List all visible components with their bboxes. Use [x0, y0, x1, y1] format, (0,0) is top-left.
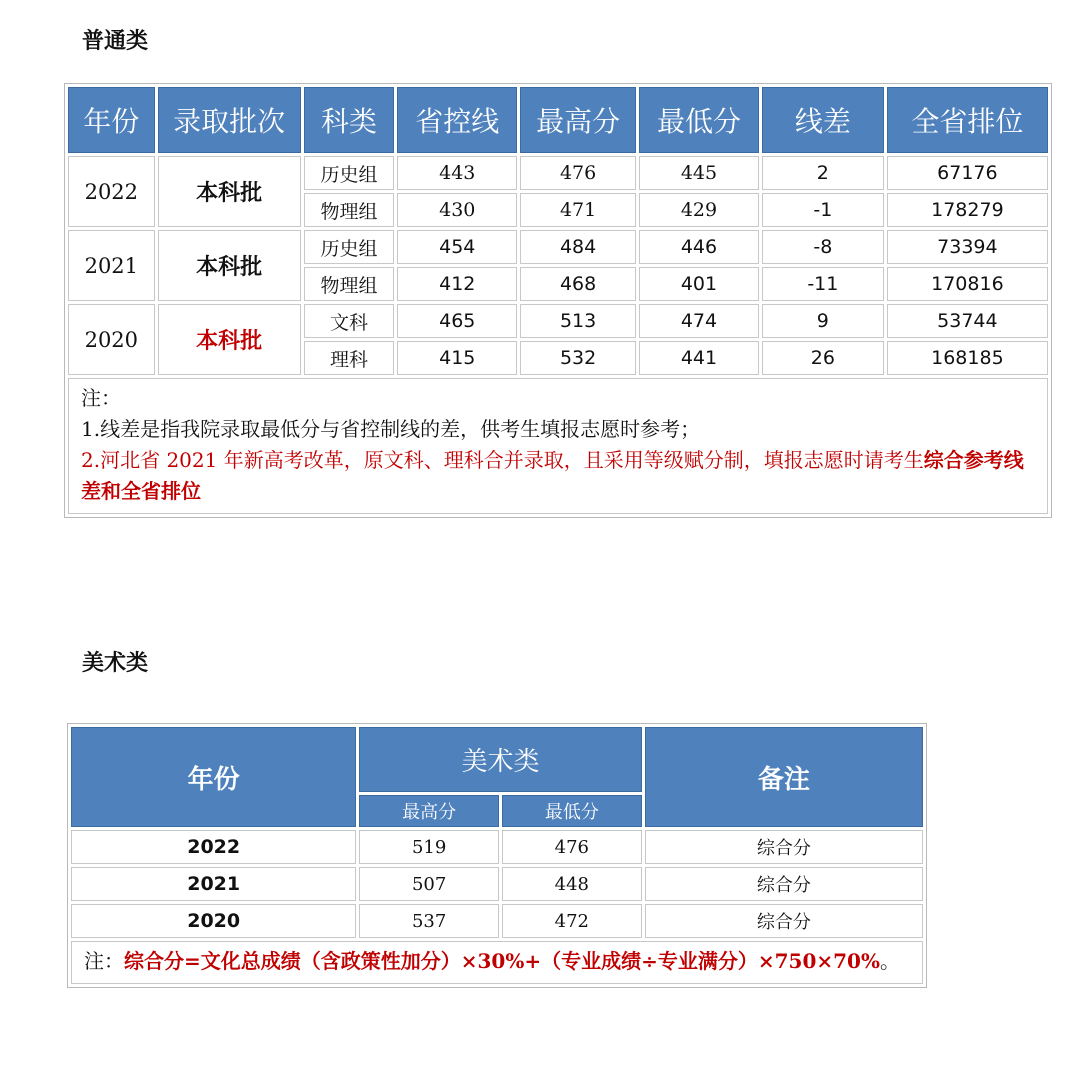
line-diff-cell: 26 [762, 341, 884, 375]
rank-cell: 67176 [887, 156, 1048, 190]
min-score-cell: 476 [502, 830, 642, 864]
header-line-diff: 线差 [762, 87, 884, 153]
year-cell: 2020 [68, 304, 155, 375]
note-line-2 [81, 445, 1037, 507]
batch-cell: 本科批 [158, 230, 301, 301]
general-admission-table [64, 83, 1052, 518]
note-line-1: 1.线差是指我院录取最低分与省控制线的差，供考生填报志愿时参考； [81, 417, 701, 441]
remark-cell: 综合分 [645, 830, 923, 864]
control-line-cell: 454 [397, 230, 517, 264]
max-score-cell: 476 [520, 156, 636, 190]
batch-cell: 本科批 [158, 304, 301, 375]
control-line-cell: 443 [397, 156, 517, 190]
table-row [68, 304, 1048, 338]
subject-type-cell: 物理组 [304, 267, 395, 301]
header-control-line: 省控线 [397, 87, 517, 153]
note-row [68, 378, 1048, 514]
section-title-art: 美术类 [82, 650, 149, 676]
header-year: 年份 [71, 727, 356, 827]
header-year: 年份 [68, 87, 155, 153]
subject-type-cell: 文科 [304, 304, 395, 338]
max-score-cell: 484 [520, 230, 636, 264]
control-line-cell: 465 [397, 304, 517, 338]
note-cell [71, 941, 923, 984]
batch-cell: 本科批 [158, 156, 301, 227]
min-score-cell: 401 [639, 267, 759, 301]
line-diff-cell: -1 [762, 193, 884, 227]
section-title-general: 普通类 [82, 28, 149, 54]
rank-cell: 170816 [887, 267, 1048, 301]
min-score-cell: 472 [502, 904, 642, 938]
max-score-cell: 537 [359, 904, 499, 938]
header-max-score: 最高分 [520, 87, 636, 153]
note-label: 注： [81, 386, 121, 410]
note-formula: 综合分=文化总成绩（含政策性加分）×30%+（专业成绩÷专业满分）×750×70% [124, 949, 880, 973]
line-diff-cell: -11 [762, 267, 884, 301]
header-province-rank: 全省排位 [887, 87, 1048, 153]
note-line-2-text: 2.河北省 2021 年新高考改革，原文科、理科合并录取，且采用等级赋分制，填报志愿时请考生 [81, 448, 924, 472]
min-score-cell: 474 [639, 304, 759, 338]
year-cell: 2020 [71, 904, 356, 938]
min-score-cell: 441 [639, 341, 759, 375]
rank-cell: 73394 [887, 230, 1048, 264]
header-art-group: 美术类 [359, 727, 641, 792]
subject-type-cell: 物理组 [304, 193, 395, 227]
table-row [71, 867, 923, 901]
header-subject-type: 科类 [304, 87, 395, 153]
header-min-score: 最低分 [639, 87, 759, 153]
note-suffix: 。 [879, 949, 900, 973]
art-admission-table [67, 723, 927, 988]
year-cell: 2022 [68, 156, 155, 227]
max-score-cell: 519 [359, 830, 499, 864]
table-row [71, 830, 923, 864]
note-cell [68, 378, 1048, 514]
min-score-cell: 448 [502, 867, 642, 901]
year-cell: 2021 [71, 867, 356, 901]
line-diff-cell: 2 [762, 156, 884, 190]
table-row [71, 904, 923, 938]
control-line-cell: 430 [397, 193, 517, 227]
min-score-cell: 445 [639, 156, 759, 190]
note-row [71, 941, 923, 984]
header-min-score: 最低分 [502, 795, 642, 827]
table-row [68, 230, 1048, 264]
year-cell: 2022 [71, 830, 356, 864]
max-score-cell: 471 [520, 193, 636, 227]
header-remark: 备注 [645, 727, 923, 827]
max-score-cell: 532 [520, 341, 636, 375]
table-row [68, 156, 1048, 190]
min-score-cell: 429 [639, 193, 759, 227]
note-line-2-emphasis: 综合参考线差和全省排位 [81, 448, 1024, 503]
table-header-row [68, 87, 1048, 153]
control-line-cell: 415 [397, 341, 517, 375]
table-header-row [71, 727, 923, 792]
rank-cell: 178279 [887, 193, 1048, 227]
subject-type-cell: 理科 [304, 341, 395, 375]
line-diff-cell: -8 [762, 230, 884, 264]
header-max-score: 最高分 [359, 795, 499, 827]
max-score-cell: 513 [520, 304, 636, 338]
max-score-cell: 468 [520, 267, 636, 301]
control-line-cell: 412 [397, 267, 517, 301]
min-score-cell: 446 [639, 230, 759, 264]
rank-cell: 53744 [887, 304, 1048, 338]
remark-cell: 综合分 [645, 867, 923, 901]
subject-type-cell: 历史组 [304, 156, 395, 190]
year-cell: 2021 [68, 230, 155, 301]
header-batch: 录取批次 [158, 87, 301, 153]
subject-type-cell: 历史组 [304, 230, 395, 264]
rank-cell: 168185 [887, 341, 1048, 375]
remark-cell: 综合分 [645, 904, 923, 938]
max-score-cell: 507 [359, 867, 499, 901]
note-label: 注： [84, 949, 124, 973]
line-diff-cell: 9 [762, 304, 884, 338]
